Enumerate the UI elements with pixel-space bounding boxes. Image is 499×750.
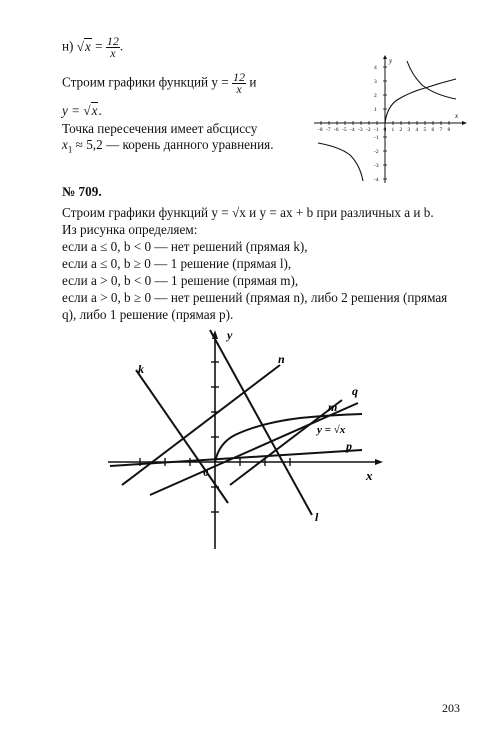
part-label: н) (62, 38, 74, 54)
hyperbola-positive-branch (407, 61, 456, 99)
text-line-2: y = √x. (62, 103, 102, 118)
graph1-y-tick-label: 1 (374, 107, 377, 113)
problem-line-5: если a > 0, b < 0 — 1 решение (прямая m), (62, 273, 299, 288)
and-word: и (249, 74, 257, 90)
denominator: x (110, 46, 116, 60)
label-q: q (352, 384, 358, 398)
graph1-x-tick-label: -2 (366, 127, 371, 133)
label-k: k (138, 362, 144, 376)
graph1-x-tick-label: 5 (423, 127, 427, 133)
problem-line-1: Строим графики функций y = √x и y = ax + b при различных a и b. (62, 205, 434, 220)
problem-line-4: если a ≤ 0, b ≥ 0 — 1 решение (прямая l), (62, 256, 292, 271)
line4-rest: ≈ 5,2 — корень данного уравнения. (75, 137, 274, 152)
text-line-4 (62, 137, 274, 158)
graph1-x-tick-label: 7 (439, 127, 443, 133)
sqrt-expression-2: √x (83, 103, 98, 118)
graph1-x-tick-label: 8 (447, 127, 451, 133)
graph1-x-tick-label: -8 (318, 127, 323, 133)
graph1-x-tick-label: -4 (350, 127, 355, 133)
numerator-2: 12 (233, 70, 246, 84)
line-p (110, 450, 362, 466)
graph1-x-tick-label: 0 (383, 127, 387, 133)
graph1-x-tick-label: 1 (391, 127, 395, 133)
problem-line-6: если a > 0, b ≥ 0 — нет решений (прямая n), либо 2 решения (прямая (62, 290, 448, 305)
graph1-y-tick-label: -4 (374, 177, 379, 183)
fraction-2 (232, 72, 246, 95)
denominator-2: x (236, 82, 242, 96)
graph-sqrt-vs-hyperbola (310, 55, 470, 187)
graph1-x-tick-label: 4 (415, 127, 419, 133)
label-p: p (346, 439, 352, 453)
page-number: 203 (442, 701, 460, 715)
graph1-x-tick-label: -7 (326, 127, 331, 133)
graph1-x-tick-label: -5 (342, 127, 347, 133)
radicand: x (85, 38, 91, 54)
line-q (150, 403, 358, 495)
radicand-2: x (91, 103, 98, 118)
graph2-y-label: y (227, 328, 233, 342)
graph2-x-label: x (366, 468, 373, 483)
equals-sign: = (95, 38, 103, 54)
graph1-x-tick-label: 6 (431, 127, 435, 133)
x-var: x (62, 137, 68, 152)
fraction (106, 36, 120, 59)
line1-text: Строим графики функций y = (62, 74, 229, 90)
x-arrow-icon-2 (375, 459, 383, 465)
problem-number: № 709. (62, 184, 102, 199)
sqrt-curve (385, 79, 456, 123)
line2-lhs: y = (62, 103, 81, 118)
origin-label: 0 (203, 467, 209, 479)
graph-sqrt-and-lines (100, 325, 390, 555)
graph1-y-tick-label: -2 (374, 149, 379, 155)
x-arrow-icon (462, 121, 467, 125)
graph1-x-tick-label: -1 (374, 127, 379, 133)
graph1-y-tick-label: 3 (374, 79, 377, 85)
graph1-y-tick-label: 2 (374, 93, 377, 99)
graph1-x-tick-label: 3 (407, 127, 411, 133)
graph1-x-tick-label: 2 (399, 127, 403, 133)
graph1-y-label: y (389, 57, 393, 65)
x-subscript: 1 (67, 144, 73, 155)
graph1-y-tick-label: 4 (374, 65, 377, 71)
label-n: n (278, 352, 285, 366)
y-arrow-icon (383, 55, 387, 59)
text-line-3: Точка пересечения имеет абсциссу (62, 121, 258, 136)
graph1-y-tick-label: -1 (374, 135, 379, 141)
numerator: 12 (106, 34, 119, 48)
label-l: l (315, 510, 319, 524)
text-line-1 (62, 72, 256, 95)
label-m: m (328, 400, 338, 414)
equation-line: н) √x = $\frac{12}{x}$ . (62, 34, 124, 60)
graph1-x-tick-label: -3 (358, 127, 363, 133)
line-l (210, 330, 312, 515)
curve-label: y = √x (317, 424, 346, 436)
problem-line-3: если a ≤ 0, b < 0 — нет решений (прямая k), (62, 239, 308, 254)
sqrt-expression: √x (76, 38, 91, 54)
hyperbola-negative-branch (318, 143, 363, 181)
line-m (230, 400, 342, 485)
graph1-x-label: x (455, 112, 459, 120)
problem-line-2: Из рисунка определяем: (62, 222, 198, 237)
graph1-x-tick-label: -6 (334, 127, 339, 133)
graph1-y-tick-label: -3 (374, 163, 379, 169)
problem-line-7: q), либо 1 решение (прямая p). (62, 307, 234, 322)
